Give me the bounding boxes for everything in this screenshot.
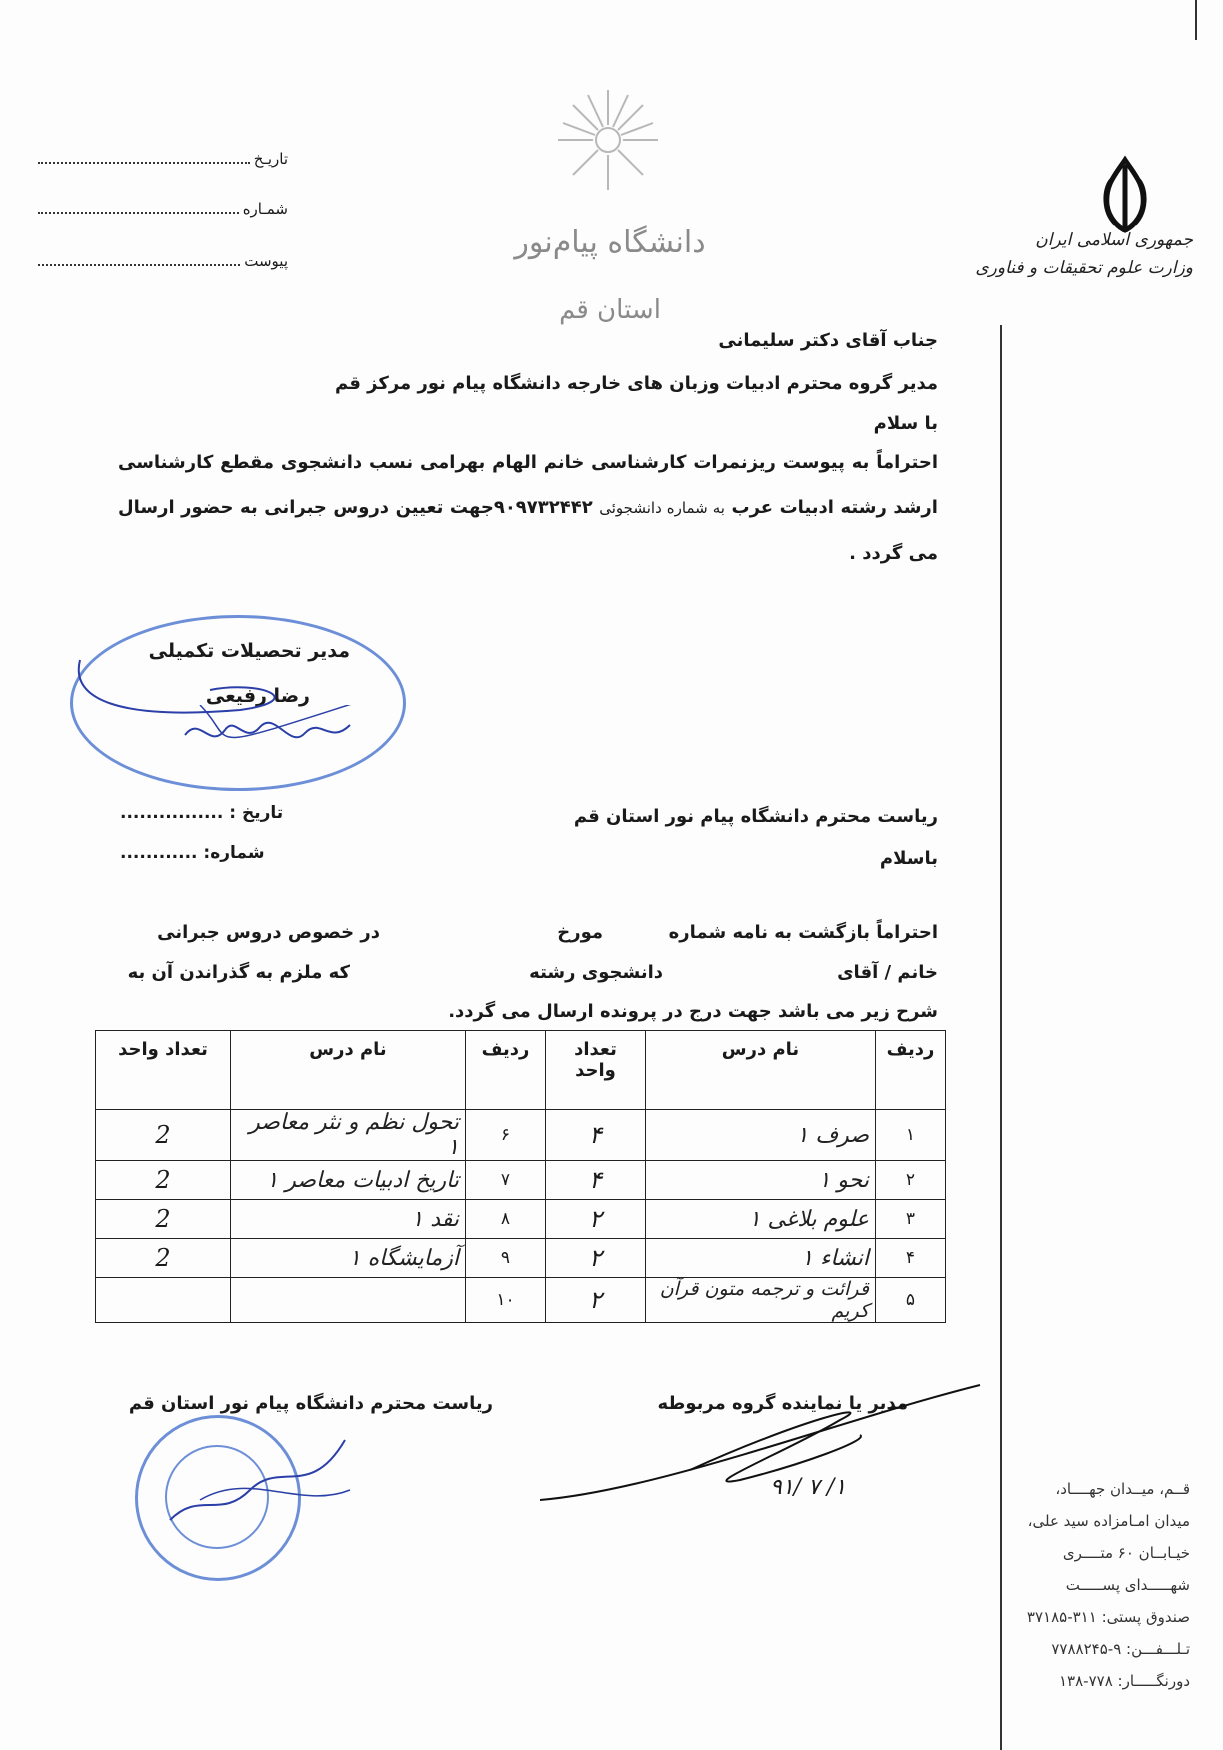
cell-units: ۲ xyxy=(546,1200,646,1239)
meta-date xyxy=(38,150,288,168)
cell-row: ۴ xyxy=(876,1239,946,1278)
th-row: ردیف xyxy=(876,1031,946,1110)
cell-row: ۳ xyxy=(876,1200,946,1239)
province-name: استان قم xyxy=(559,295,661,325)
form-row2-b: دانشجوی رشته xyxy=(529,962,663,983)
letter-addressee: جناب آقای دکتر سلیمانی xyxy=(718,330,938,351)
table-row xyxy=(96,1161,946,1200)
form-row2-c: که ملزم به گذراندن آن به xyxy=(127,962,350,983)
cell-course-2: نقد ۱ xyxy=(231,1200,466,1239)
meta-attachment xyxy=(38,252,288,270)
dept-signature-label: مدیر یا نماینده گروه مربوطه xyxy=(657,1393,908,1414)
cell-row-2: ۸ xyxy=(466,1200,546,1239)
cell-course: قرائت و ترجمه متون قرآن کریم xyxy=(646,1278,876,1323)
letter-student-label: به شماره دانشجوئی xyxy=(599,499,725,517)
cell-units-2: 2 xyxy=(96,1161,231,1200)
th-row-2: ردیف xyxy=(466,1031,546,1110)
table-header-row xyxy=(96,1031,946,1110)
cell-units-2: 2 xyxy=(96,1239,231,1278)
cell-units: ۲ xyxy=(546,1278,646,1323)
cell-units-2: 2 xyxy=(96,1200,231,1239)
signer-title: مدیر تحصیلات تکمیلی xyxy=(148,640,350,662)
address-line-3: خیـابــان ۶۰ متــــری xyxy=(1062,1544,1190,1562)
address-line-1: قــم، میــدان جهــــاد، xyxy=(1055,1480,1190,1498)
form-number: شماره: ............ xyxy=(120,843,265,863)
cell-units-2: 2 xyxy=(96,1110,231,1161)
cell-units: ۲ xyxy=(546,1239,646,1278)
top-edge-line xyxy=(1195,0,1197,40)
letter-para-2: ۹۰۹۷۳۲۴۴۲جهت تعیین دروس جبرانی به حضور ارسال می گردد . xyxy=(118,497,938,564)
cell-row-2: ۶ xyxy=(466,1110,546,1161)
form-recipient: ریاست محترم دانشگاه پیام نور استان قم xyxy=(573,806,938,827)
cell-row: ۵ xyxy=(876,1278,946,1323)
dept-signature-scribble-icon xyxy=(540,1380,990,1530)
cell-units-2 xyxy=(96,1278,231,1323)
university-name: دانشگاه پیام‌نور xyxy=(514,225,706,260)
cell-course: نحو ۱ xyxy=(646,1161,876,1200)
cell-course: علوم بلاغی ۱ xyxy=(646,1200,876,1239)
gov-line-2: وزارت علوم تحقیقات و فناوری xyxy=(975,258,1193,278)
letter-addressee-title: مدیر گروه محترم ادبیات وزبان های خارجه دانشگاه پیام نور مرکز قم xyxy=(335,373,938,394)
cell-row-2: ۹ xyxy=(466,1239,546,1278)
cell-course-2: تحول نظم و نثر معاصر ۱ xyxy=(231,1110,466,1161)
form-row1-c: در خصوص دروس جبرانی xyxy=(157,922,380,943)
th-course: نام درس xyxy=(646,1031,876,1110)
meta-number-label: شمـاره xyxy=(242,200,288,218)
cell-row: ۱ xyxy=(876,1110,946,1161)
cell-course-2 xyxy=(231,1278,466,1323)
address-line-2: میدان امـامزاده سید علی، xyxy=(1027,1512,1190,1530)
th-course-2: نام درس xyxy=(231,1031,466,1110)
address-line-7: دورنگـــــار: ۷۷۸-۱۳۸ xyxy=(1059,1672,1190,1690)
address-line-4: شهـــــدای پســـــت xyxy=(1065,1576,1190,1594)
iran-emblem-icon xyxy=(1085,150,1165,240)
margin-divider xyxy=(1000,325,1002,1750)
letter-greeting: با سلام xyxy=(873,413,938,434)
cell-units: ۴ xyxy=(546,1110,646,1161)
cell-course: صرف ۱ xyxy=(646,1110,876,1161)
gov-line-1: جمهوری اسلامی ایران xyxy=(1035,230,1193,250)
form-row2-a: خانم / آقای xyxy=(837,962,938,983)
cell-row: ۲ xyxy=(876,1161,946,1200)
cell-row-2: ۱۰ xyxy=(466,1278,546,1323)
address-line-6: تـلـــفـــن: ۹-۷۷۸۸۲۴۵ xyxy=(1051,1640,1190,1658)
meta-number xyxy=(38,200,288,218)
cell-course: انشاء ۱ xyxy=(646,1239,876,1278)
address-line-5: صندوق پستی: ۳۱۱-۳۷۱۸۵ xyxy=(1026,1608,1190,1626)
form-date: تاریخ : ................ xyxy=(120,803,284,823)
table-row xyxy=(96,1200,946,1239)
table-row xyxy=(96,1110,946,1161)
meta-date-label: تاریـخ xyxy=(253,150,288,168)
table-row xyxy=(96,1278,946,1323)
president-signature-scribble-icon xyxy=(160,1430,360,1540)
meta-attachment-label: پیوست xyxy=(244,252,288,270)
form-row1-b: مورخ xyxy=(557,922,603,943)
courses-table xyxy=(95,1030,946,1323)
form-row1-a: احتراماً بازگشت به نامه شماره xyxy=(668,922,938,943)
letter-paragraph xyxy=(118,440,938,576)
th-units-2: تعداد واحد xyxy=(96,1031,231,1110)
form-row3: شرح زیر می باشد جهت درج در پرونده ارسال می گردد. xyxy=(448,1001,938,1022)
letter-para-1: احتراماً به پیوست ریزنمرات کارشناسی خانم الهام بهرامی نسب دانشجوی مقطع کارشناسی ارشد رشته ادبیات عرب xyxy=(118,452,938,518)
cell-course-2: آزمایشگاه ۱ xyxy=(231,1239,466,1278)
president-signature-label: ریاست محترم دانشگاه پیام نور استان قم xyxy=(128,1393,493,1414)
table-row xyxy=(96,1239,946,1278)
form-greeting: باسلام xyxy=(879,848,938,869)
signer-name: رضا رفیعی xyxy=(205,685,310,707)
th-units: تعداد واحد xyxy=(546,1031,646,1110)
cell-units: ۴ xyxy=(546,1161,646,1200)
university-logo-icon xyxy=(548,85,668,195)
cell-row-2: ۷ xyxy=(466,1161,546,1200)
cell-course-2: تاریخ ادبیات معاصر ۱ xyxy=(231,1161,466,1200)
signature-flourish-icon xyxy=(60,600,360,730)
handwritten-date: ۹۱/ ۷ /۱ xyxy=(770,1475,847,1500)
